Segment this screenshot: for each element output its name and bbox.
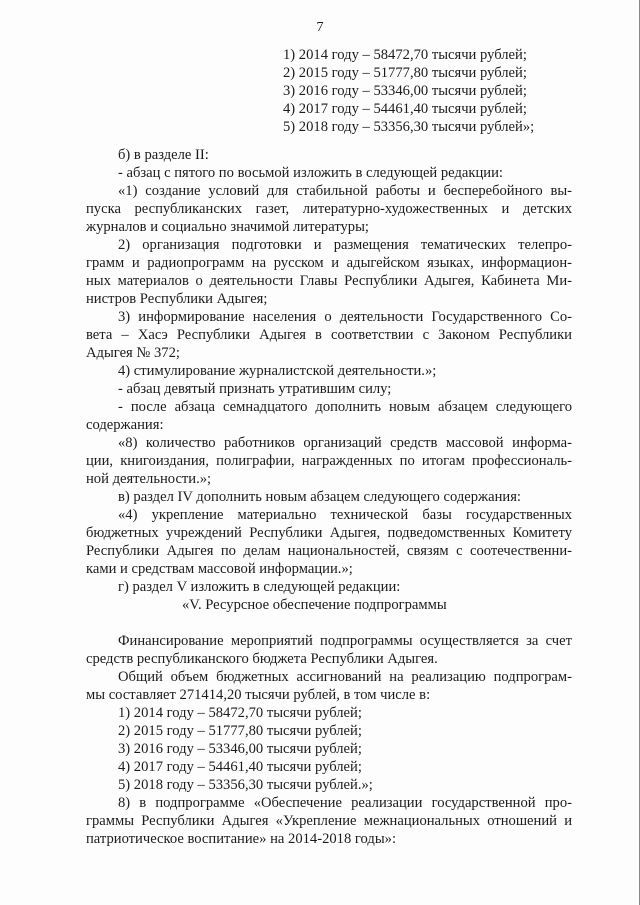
item-8-line2: граммы Республики Адыгея «Укрепление межнациональных отношений и	[86, 813, 572, 829]
section-b-item4: 4) стимулирование журналистской деятельности.»;	[118, 363, 437, 379]
section-b-item2-line2: грамм и радиопрограмм на русском и адыгейском языках, информацион-	[86, 255, 572, 271]
section-v-heading: в) раздел IV дополнить новым абзацем следующего содержания:	[118, 489, 521, 505]
section-b-heading: б) в разделе II:	[118, 147, 209, 163]
section-g-para2-line2: мы составляет 271414,20 тысячи рублей, в том числе в:	[86, 687, 431, 703]
section-b-item8-line2: ции, книгоиздания, полиграфии, награжденных по итогам профессиональ-	[86, 453, 572, 469]
section-g-list-item-5: 5) 2018 году – 53356,30 тысячи рублей.»;	[118, 777, 373, 793]
top-list-item-3: 3) 2016 году – 53346,00 тысячи рублей;	[283, 83, 527, 99]
section-b-item1-line1: «1) создание условий для стабильной работы и бесперебойного вы-	[118, 183, 572, 199]
section-g-heading: г) раздел V изложить в следующей редакции:	[118, 579, 401, 595]
top-list-item-2: 2) 2015 году – 51777,80 тысячи рублей;	[283, 65, 527, 81]
section-v-item4-line2: бюджетных учреждений Республики Адыгея, подведомственных Комитету	[86, 525, 572, 541]
section-b-item2-line4: нистров Республики Адыгея;	[86, 291, 268, 307]
section-v-item4-line3: Республики Адыгея по делам национальностей, связям с соотечественни-	[86, 543, 572, 559]
section-b-item3-line3: Адыгея № 372;	[86, 345, 180, 361]
section-g-title: «V. Ресурсное обеспечение подпрограммы	[182, 597, 447, 613]
section-b-item1-line2: пуска республиканских газет, литературно-художественных и детских	[86, 201, 572, 217]
top-list-item-4: 4) 2017 году – 54461,40 тысячи рублей;	[283, 101, 527, 117]
section-b-item3-line2: вета – Хасэ Республики Адыгея в соответствии с Законом Республики	[86, 327, 572, 343]
item-8-line1: 8) в подпрограмме «Обеспечение реализации государственной про-	[118, 795, 572, 811]
section-g-list-item-2: 2) 2015 году – 51777,80 тысячи рублей;	[118, 723, 362, 739]
section-g-para1-line2: средств республиканского бюджета Республики Адыгея.	[86, 651, 438, 667]
section-b-line1: - абзац с пятого по восьмой изложить в следующей редакции:	[118, 165, 503, 181]
section-g-list-item-4: 4) 2017 году – 54461,40 тысячи рублей;	[118, 759, 362, 775]
item-8-line3: патриотическое воспитание» на 2014-2018 годы»:	[86, 831, 396, 847]
section-b-item1-line3: журналов и социально значимой литературы;	[86, 219, 369, 235]
section-b-item2-line1: 2) организация подготовки и размещения тематических телепро-	[118, 237, 572, 253]
section-g-para2-line1: Общий объем бюджетных ассигнований на реализацию подпрограм-	[118, 669, 572, 685]
section-v-item4-line1: «4) укрепление материально технической базы государственных	[118, 507, 572, 523]
top-list-item-1: 1) 2014 году – 58472,70 тысячи рублей;	[283, 47, 527, 63]
section-b-item3-line1: 3) информирование населения о деятельности Государственного Со-	[118, 309, 572, 325]
section-b-item8-line3: ной деятельности.»;	[86, 471, 212, 487]
section-b-line3-1: - после абзаца семнадцатого дополнить новым абзацем следующего	[118, 399, 572, 415]
section-b-item2-line3: ных материалов о деятельности Главы Республики Адыгея, Кабинета Ми-	[86, 273, 572, 289]
page-number: 7	[316, 20, 324, 35]
section-g-list-item-1: 1) 2014 году – 58472,70 тысячи рублей;	[118, 705, 362, 721]
top-list-item-5: 5) 2018 году – 53356,30 тысячи рублей»;	[283, 119, 535, 135]
section-v-item4-line4: ками и средствам массовой информации.»;	[86, 561, 353, 577]
section-b-line3-2: содержания:	[86, 417, 164, 433]
section-g-para1-line1: Финансирование мероприятий подпрограммы осуществляется за счет	[118, 633, 572, 649]
section-b-item8-line1: «8) количество работников организаций средств массовой информа-	[118, 435, 572, 451]
section-b-line2: - абзац девятый признать утратившим силу;	[118, 381, 392, 397]
section-g-list-item-3: 3) 2016 году – 53346,00 тысячи рублей;	[118, 741, 362, 757]
